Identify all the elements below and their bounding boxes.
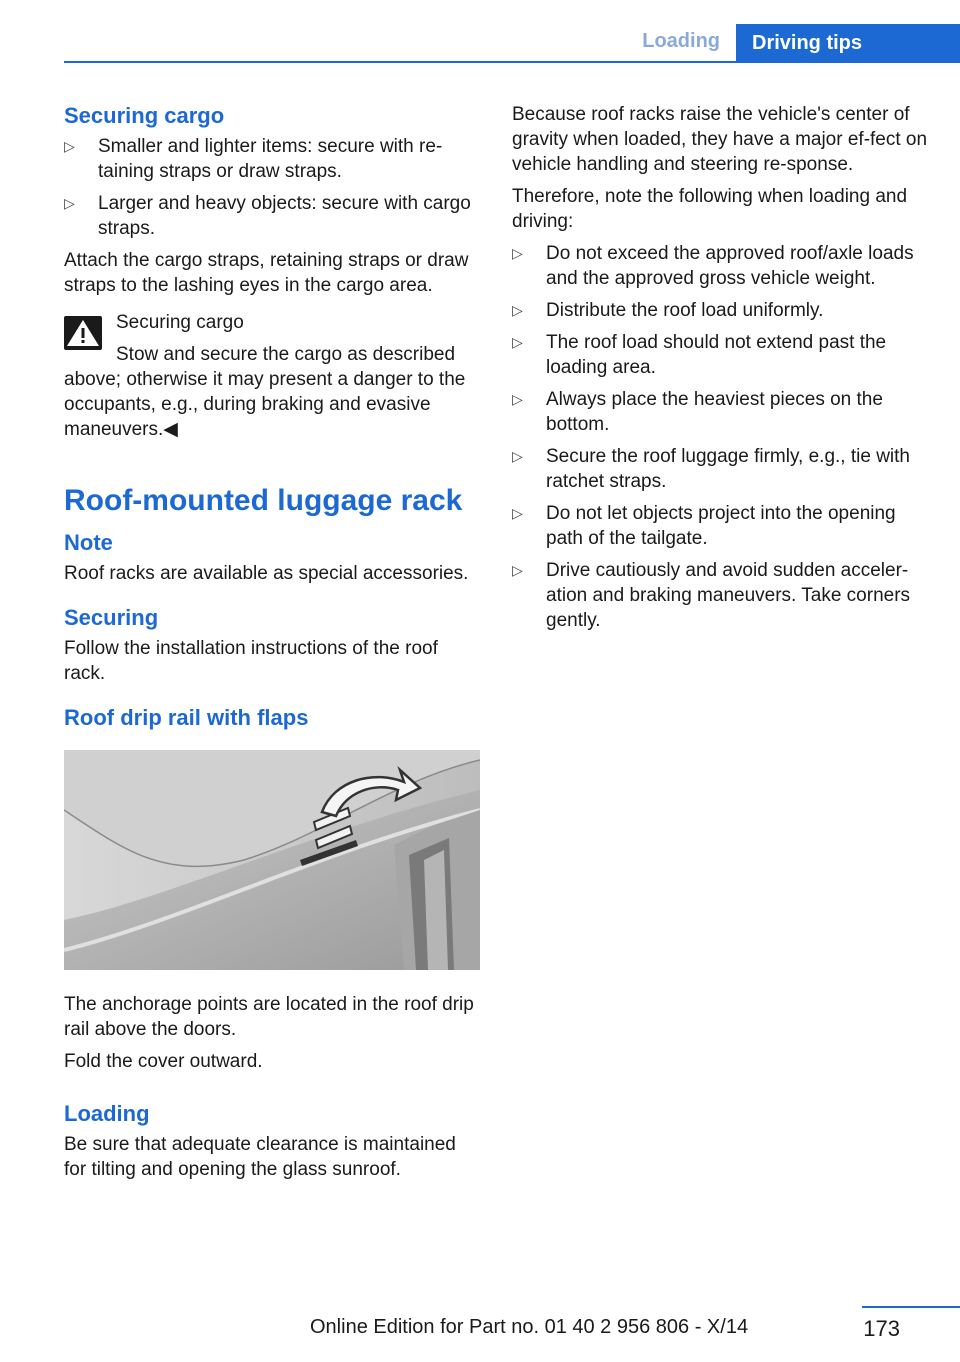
paragraph-note: Roof racks are available as special accessories.	[64, 563, 469, 584]
list-item: ▷ The roof load should not extend past the loading area.	[512, 330, 932, 380]
warning-box	[64, 310, 482, 442]
paragraph-anchorage: The anchorage points are located in the roof drip rail above the doors.	[64, 994, 474, 1040]
loading-rules-list	[512, 241, 932, 633]
edition-footer: Online Edition for Part no. 01 40 2 956 806 - X/14	[310, 1316, 749, 1338]
heading-securing: Securing	[64, 605, 159, 630]
heading-drip-rail: Roof drip rail with flaps	[64, 705, 309, 730]
list-item: ▷ Distribute the roof load uniformly.	[512, 298, 932, 323]
heading-roof-rack: Roof-mounted luggage rack	[64, 484, 463, 517]
paragraph-fold: Fold the cover outward.	[64, 1051, 263, 1072]
warning-title: Securing cargo	[116, 312, 244, 333]
list-item: ▷ Smaller and lighter items: secure with re‐taining straps or draw straps.	[64, 134, 482, 184]
left-column	[64, 102, 482, 1189]
header-chapter-tab: Driving tips	[736, 24, 960, 62]
list-item: ▷ Do not let objects project into the opening path of the tailgate.	[512, 501, 932, 551]
paragraph-loading: Be sure that adequate clearance is maintained for tilting and opening the glass sunroof.	[64, 1134, 456, 1180]
list-item: ▷ Do not exceed the approved roof/axle loads and the approved gross vehicle weight.	[512, 241, 932, 291]
list-item: ▷ Always place the heaviest pieces on the bottom.	[512, 387, 932, 437]
page-number: 173	[863, 1316, 900, 1341]
heading-loading: Loading	[64, 1101, 150, 1126]
header-section-loading: Loading	[642, 30, 720, 52]
heading-securing-cargo: Securing cargo	[64, 103, 225, 128]
warning-body-first-line: Stow and secure the cargo as described	[116, 344, 456, 365]
list-item: ▷ Drive cautiously and avoid sudden acceler‐ation and braking maneuvers. Take corners gently.	[512, 558, 932, 633]
paragraph-securing: Follow the installation instructions of the roof rack.	[64, 638, 438, 684]
footer-rule	[862, 1306, 960, 1308]
list-item: ▷ Secure the roof luggage firmly, e.g., tie with ratchet straps.	[512, 444, 932, 494]
list-item: ▷ Larger and heavy objects: secure with cargo straps.	[64, 191, 482, 241]
warning-triangle-icon	[64, 316, 102, 350]
roof-drip-rail-illustration	[64, 750, 480, 970]
right-column	[512, 102, 932, 640]
paragraph-attach: Attach the cargo straps, retaining straps or draw straps to the lashing eyes in the cargo area.	[64, 250, 469, 296]
header-rule	[64, 61, 960, 63]
heading-note: Note	[64, 530, 113, 555]
securing-cargo-list	[64, 134, 482, 241]
paragraph-therefore: Therefore, note the following when loading and driving:	[512, 186, 908, 232]
warning-body: above; otherwise it may present a danger to the occupants, e.g., during braking and evasive maneuvers.◀	[64, 369, 466, 440]
paragraph-center-of-gravity: Because roof racks raise the vehicle's center of gravity when loaded, they have a major ef‐fect on vehicle handling and steering re‐sponse.	[512, 104, 928, 175]
